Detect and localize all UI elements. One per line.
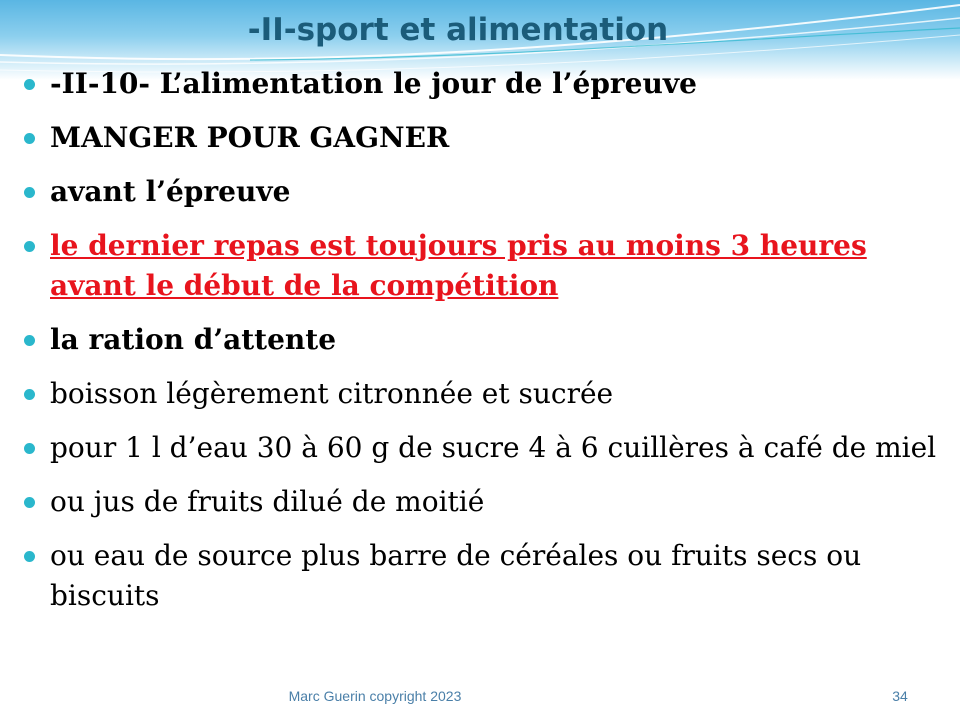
- bullet-dot-icon: [24, 389, 35, 400]
- bullet-dot-icon: [24, 187, 35, 198]
- bullet-item: [22, 320, 942, 360]
- bullet-text: -II-10- L’alimentation le jour de l’épreuve: [50, 67, 697, 100]
- bullet-text: ou jus de fruits dilué de moitié: [50, 485, 485, 518]
- bullet-item: [22, 374, 942, 414]
- footer-copyright: Marc Guerin copyright 2023: [288, 688, 462, 704]
- bullet-item: [22, 536, 942, 616]
- bullet-text: boisson légèrement citronnée et sucrée: [50, 377, 614, 410]
- bullet-item: [22, 428, 942, 468]
- bullet-dot-icon: [24, 497, 35, 508]
- bullet-text: la ration d’attente: [50, 323, 337, 356]
- bullet-list: [22, 64, 942, 630]
- bullet-item-highlighted: [22, 226, 942, 306]
- bullet-dot-icon: [24, 79, 35, 90]
- bullet-dot-icon: [24, 133, 35, 144]
- bullet-dot-icon: [24, 443, 35, 454]
- bullet-item: [22, 118, 942, 158]
- bullet-text: ou eau de source plus barre de céréales ou fruits secs ou biscuits: [50, 539, 862, 612]
- bullet-text: avant l’épreuve: [50, 175, 291, 208]
- bullet-item: [22, 64, 942, 104]
- bullet-dot-icon: [24, 241, 35, 252]
- bullet-text: pour 1 l d’eau 30 à 60 g de sucre 4 à 6 cuillères à café de miel: [50, 431, 937, 464]
- bullet-dot-icon: [24, 551, 35, 562]
- bullet-item: [22, 482, 942, 522]
- bullet-item: [22, 172, 942, 212]
- bullet-text: MANGER POUR GAGNER: [50, 121, 450, 154]
- slide-title: -II-sport et alimentation: [247, 12, 669, 48]
- page-number: 34: [892, 688, 908, 704]
- bullet-dot-icon: [24, 335, 35, 346]
- bullet-text: le dernier repas est toujours pris au moins 3 heures avant le début de la compétition: [50, 229, 867, 302]
